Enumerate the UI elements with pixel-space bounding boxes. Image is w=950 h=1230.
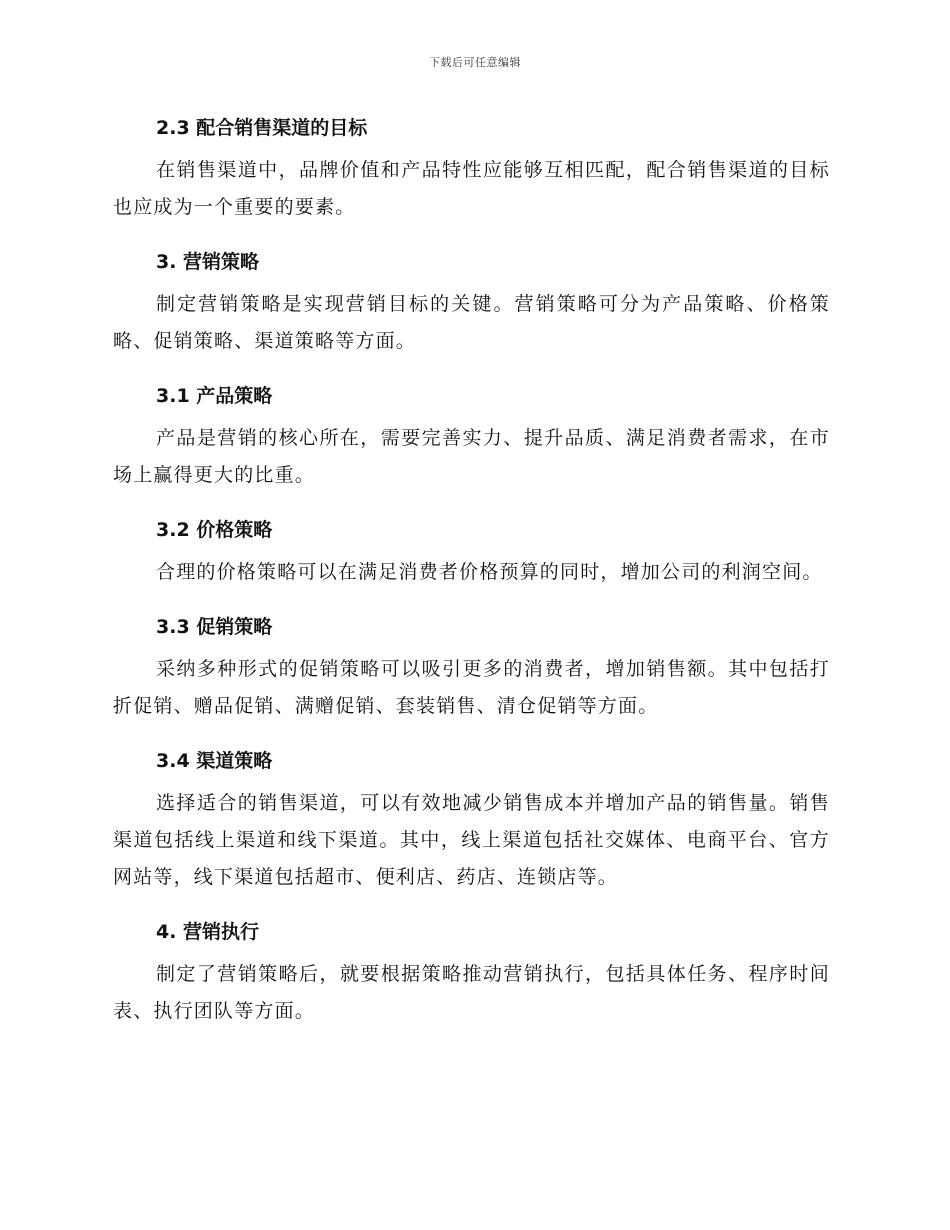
section-heading: 3. 营销策略 [156,251,260,273]
section-3 [113,244,830,360]
section-paragraph: 合理的价格策略可以在满足消费者价格预算的同时，增加公司的利润空间。 [156,561,823,583]
section-3-4 [113,743,830,896]
section-heading: 3.2 价格策略 [156,519,273,541]
section-paragraph: 在销售渠道中，品牌价值和产品特性应能够互相匹配，配合销售渠道的目标也应成为一个重要的要素。 [113,159,830,218]
section-heading: 3.4 渠道策略 [156,750,273,772]
section-heading: 3.1 产品策略 [156,385,273,407]
section-paragraph: 制定了营销策略后，就要根据策略推动营销执行，包括具体任务、程序时间表、执行团队等方面。 [113,963,830,1022]
document-body [113,110,830,1048]
section-2-3 [113,110,830,226]
section-heading: 2.3 配合销售渠道的目标 [156,117,368,139]
section-paragraph: 选择适合的销售渠道，可以有效地减少销售成本并增加产品的销售量。销售渠道包括线上渠道和线下渠道。其中，线上渠道包括社交媒体、电商平台、官方网站等，线下渠道包括超市、便利店、药店、连锁店等。 [113,792,830,888]
section-3-3 [113,609,830,725]
section-paragraph: 产品是营销的核心所在，需要完善实力、提升品质、满足消费者需求，在市场上赢得更大的比重。 [113,427,830,486]
section-paragraph: 采纳多种形式的促销策略可以吸引更多的消费者，增加销售额。其中包括打折促销、赠品促销、满赠促销、套装销售、清仓促销等方面。 [113,658,830,717]
section-3-1 [113,378,830,494]
section-3-2 [113,512,830,591]
section-heading: 3.3 促销策略 [156,616,273,638]
section-paragraph: 制定营销策略是实现营销目标的关键。营销策略可分为产品策略、价格策略、促销策略、渠道策略等方面。 [113,293,830,352]
header-note: 下载后可任意编辑 [429,56,521,69]
section-heading: 4. 营销执行 [156,921,260,943]
section-4 [113,914,830,1030]
